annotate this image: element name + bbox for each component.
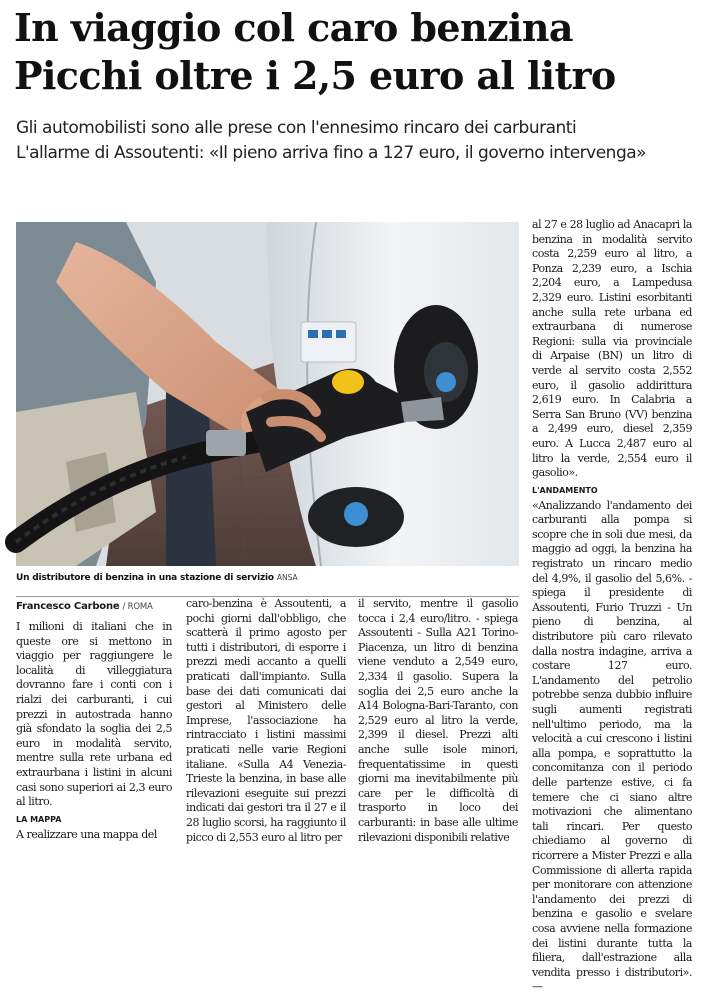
byline bbox=[16, 600, 172, 614]
article-column-3 bbox=[358, 597, 518, 845]
article-paragraph-2-cont: il servito, mentre il gasolio tocca i 2,4 euro/litro. - spiega Assoutenti - Sulla A21 Torino-Piacenza, un litro di benzina viene venduto a 2,549 euro, 2,334 il gasolio. Supera la soglia dei 2,5 euro anche la A14 Bologna-Bari-Taranto, con 2,529 euro al litro la verde, 2,399 il diesel. Prezzi alti anche sulle isole minori, frequentatissime in questi giorni ma inevitabilmente più care per le difficoltà di trasporto in loco dei carburanti: in base alle ultime rilevazioni disponibili relative bbox=[358, 597, 518, 844]
byline-place: / ROMA bbox=[122, 602, 153, 612]
article-paragraph-2: A realizzare una mappa del bbox=[16, 827, 157, 841]
article-column-4 bbox=[532, 218, 692, 994]
headline-line-1: In viaggio col caro benzina bbox=[14, 5, 573, 50]
fuel-pump-photo bbox=[16, 222, 519, 566]
headline-line-2: Picchi oltre i 2,5 euro al litro bbox=[14, 53, 616, 98]
article-paragraph-3: «Analizzando l'andamento dei carburanti alla pompa si scopre che in soli due mesi, da maggio ad oggi, la benzina ha registrato un rincaro medio del 4,9%, il gasolio del 5,6%. - spiega il presidente di Assoutenti, Furio Truzzi - Un pieno di benzina, al distributore più caro rilevato dalla nostra indagine, arriva a costare 127 euro. L'andamento del petrolio potrebbe senza dubbio influire sugli aumenti registrati nell'ultimo periodo, ma la velocità a cui crescono i listini alla pompa, e soprattutto la concomitanza con il periodo delle partenze estive, ci fa temere che ci siano altre motivazioni che alimentano tali rincari. Per questo chiediamo al governo di ricorrere a Mister Prezzi e alla Commissione di allerta rapida per monitorare con attenzione l'andamento dei prezzi di benzina e gasolio e svelare cosa avviene nella formazione dei listini durante tutta la filiera, dall'estrazione alla vendita presso i distributori». — bbox=[532, 498, 692, 994]
author-name: Francesco Carbone bbox=[16, 601, 120, 612]
section-heading-andamento: L'ANDAMENTO bbox=[532, 485, 598, 495]
subheadline bbox=[16, 116, 696, 166]
article-paragraph-2-cont: caro-benzina è Assoutenti, a pochi giorni dall'obbligo, che scatterà il primo agosto per tutti i distributori, di esporre i prezzi medi accanto a quelli praticati dall'impianto. Sulla base dei dati comunicati dai gestori al Ministero delle Imprese, l'associazione ha rintracciato i listini massimi praticati nelle varie Regioni italiane. «Sulla A4 Venezia-Trieste la benzina, in base alle rilevazioni eseguite sui prezzi indicati dai gestori tra il 27 e il 28 luglio scorsi, ha raggiunto il picco di 2,553 euro al litro per bbox=[186, 597, 346, 844]
photo-credit: ANSA bbox=[276, 573, 298, 582]
article-column-2 bbox=[186, 597, 346, 845]
section-heading-la-mappa: LA MAPPA bbox=[16, 814, 62, 824]
caption-text: Un distributore di benzina in una stazione di servizio bbox=[16, 573, 274, 583]
photo-caption bbox=[16, 572, 519, 584]
subheadline-line-1: Gli automobilisti sono alle prese con l'ennesimo rincaro dei carburanti bbox=[16, 118, 577, 138]
article-paragraph-1: I milioni di italiani che in queste ore si mettono in viaggio per raggiungere le località di villeggiatura dovranno fare i conti con i rialzi dei carburanti, i cui prezzi in autostrada hanno già sfondato la soglia dei 2,5 euro in modalità servito, mentre sulla rete urbana ed extraurbana i listini in alcuni casi sono superiori ai 2,3 euro al litro. bbox=[16, 620, 172, 809]
article-column-1 bbox=[16, 600, 172, 845]
article-paragraph-2-end: al 27 e 28 luglio ad Anacapri la benzina in modalità servito costa 2,259 euro al litro, a Ponza 2,239 euro, a Ischia 2,204 euro, a Lampedusa 2,329 euro. Listini esorbitanti anche sulla rete urbana ed extraurbana di numerose Regioni: sulla via provinciale di Arpaise (BN) un litro di verde al servito costa 2,552 euro, il gasolio addirittura 2,619 euro. In Calabria a Serra San Bruno (VV) benzina a 2,499 euro, diesel 2,359 euro. A Lucca 2,487 euro al litro la verde, 2,554 euro il gasolio». bbox=[532, 218, 692, 480]
headline bbox=[14, 4, 694, 100]
subheadline-line-2: L'allarme di Assoutenti: «Il pieno arriva fino a 127 euro, il governo intervenga» bbox=[16, 143, 647, 163]
